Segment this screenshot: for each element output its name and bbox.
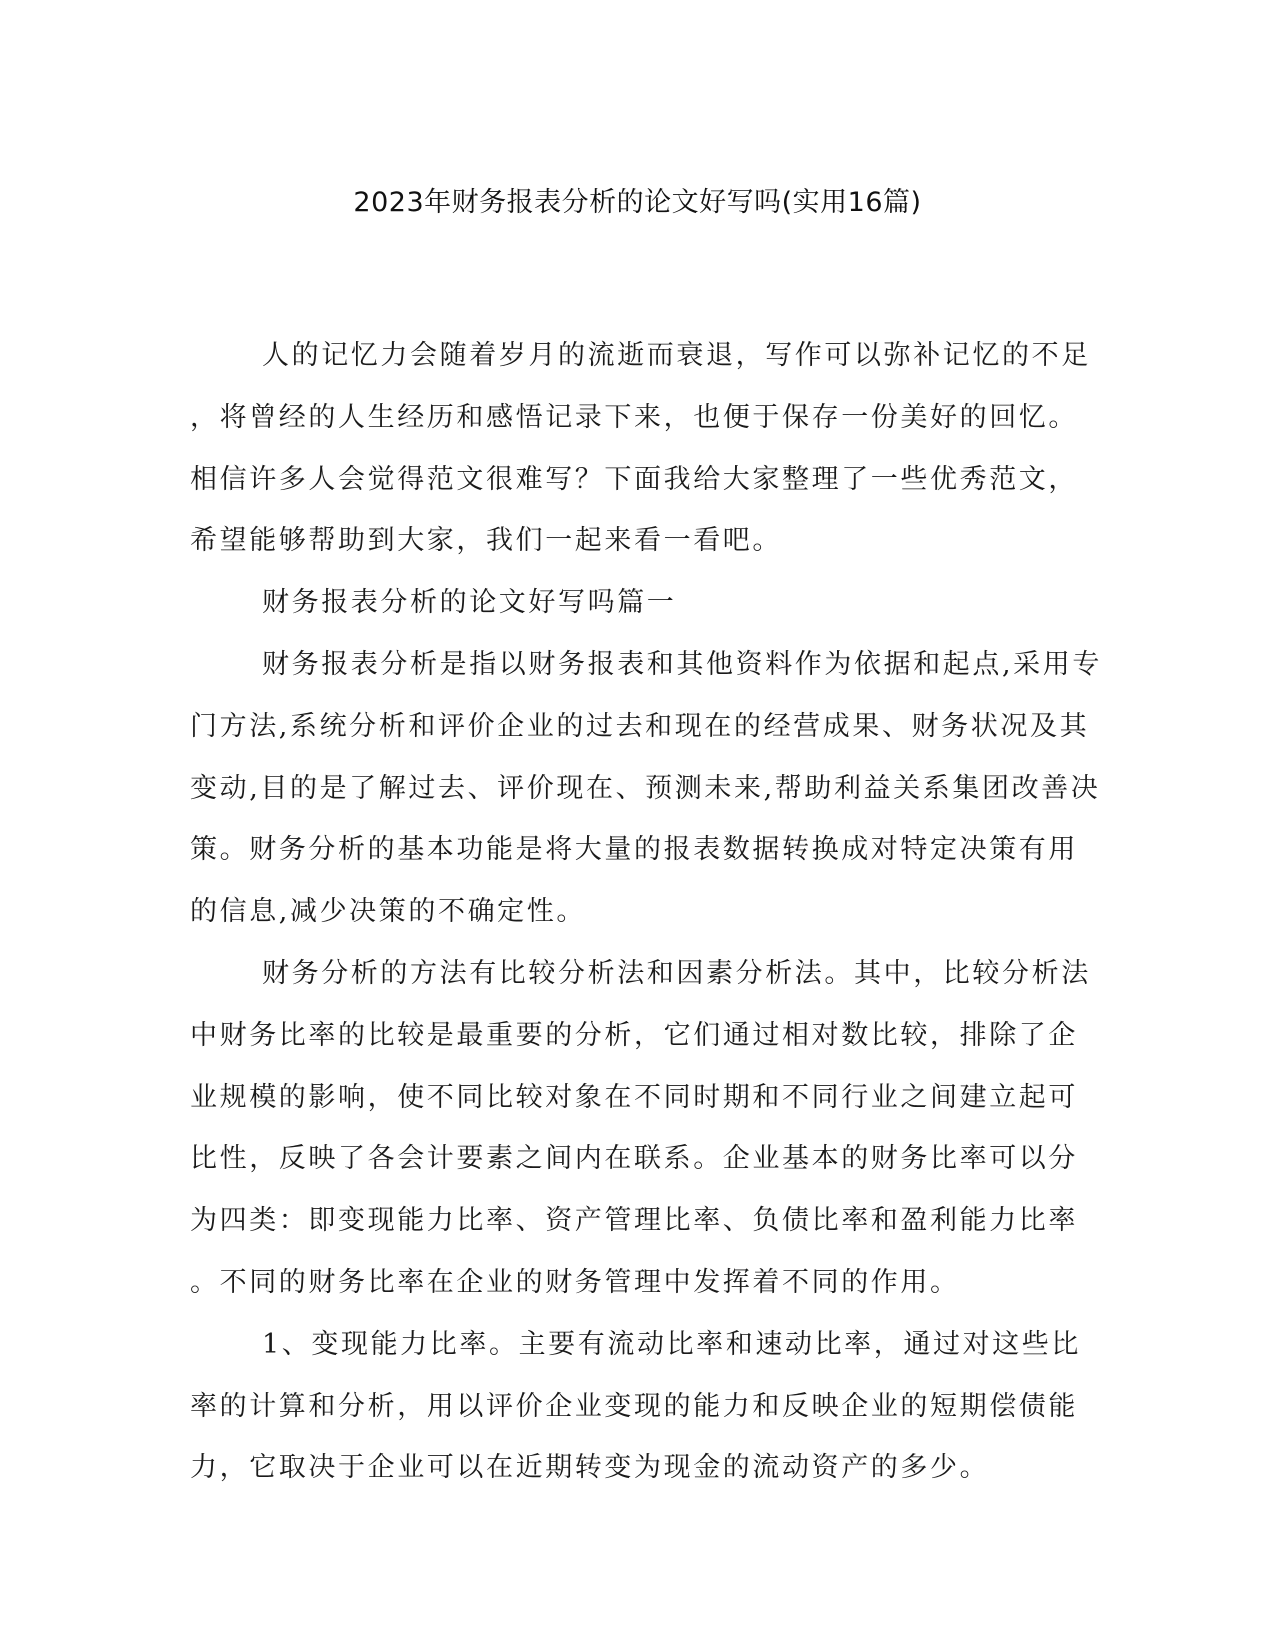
text-line: 率的计算和分析，用以评价企业变现的能力和反映企业的短期偿债能 (190, 1390, 1078, 1422)
text-line: 力，它取决于企业可以在近期转变为现金的流动资产的多少。 (190, 1452, 990, 1484)
document-title: 2023年财务报表分析的论文好写吗(实用16篇) (353, 187, 922, 218)
document-body (190, 325, 1102, 1499)
text-line: 财务分析的方法有比较分析法和因素分析法。其中，比较分析法 (262, 957, 1091, 989)
text-line: 的信息,减少决策的不确定性。 (190, 896, 586, 928)
text-line: 。不同的财务比率在企业的财务管理中发挥着不同的作用。 (190, 1266, 960, 1298)
text-line: 为四类：即变现能力比率、资产管理比率、负债比率和盈利能力比率 (190, 1205, 1078, 1237)
section-heading: 财务报表分析的论文好写吗篇一 (262, 587, 677, 619)
text-line: 比性，反映了各会计要素之间内在联系。企业基本的财务比率可以分 (190, 1143, 1078, 1175)
text-line: 希望能够帮助到大家，我们一起来看一看吧。 (190, 525, 782, 557)
text-line: 财务报表分析是指以财务报表和其他资料作为依据和起点,采用专 (262, 648, 1102, 680)
text-line: 1、变现能力比率。主要有流动比率和速动比率，通过对这些比 (262, 1328, 1081, 1360)
text-line: 门方法,系统分析和评价企业的过去和现在的经营成果、财务状况及其 (190, 710, 1090, 742)
text-line: ，将曾经的人生经历和感悟记录下来，也便于保存一份美好的回忆。 (190, 401, 1078, 433)
text-line: 相信许多人会觉得范文很难写？下面我给大家整理了一些优秀范文， (190, 463, 1078, 495)
text-line: 人的记忆力会随着岁月的流逝而衰退，写作可以弥补记忆的不足 (262, 340, 1091, 371)
text-line: 策。财务分析的基本功能是将大量的报表数据转换成对特定决策有用 (190, 834, 1078, 866)
text-line: 变动,目的是了解过去、评价现在、预测未来,帮助利益关系集团改善决 (190, 772, 1101, 804)
text-line: 业规模的影响，使不同比较对象在不同时期和不同行业之间建立起可 (190, 1081, 1078, 1113)
text-line: 中财务比率的比较是最重要的分析，它们通过相对数比较，排除了企 (190, 1019, 1078, 1051)
